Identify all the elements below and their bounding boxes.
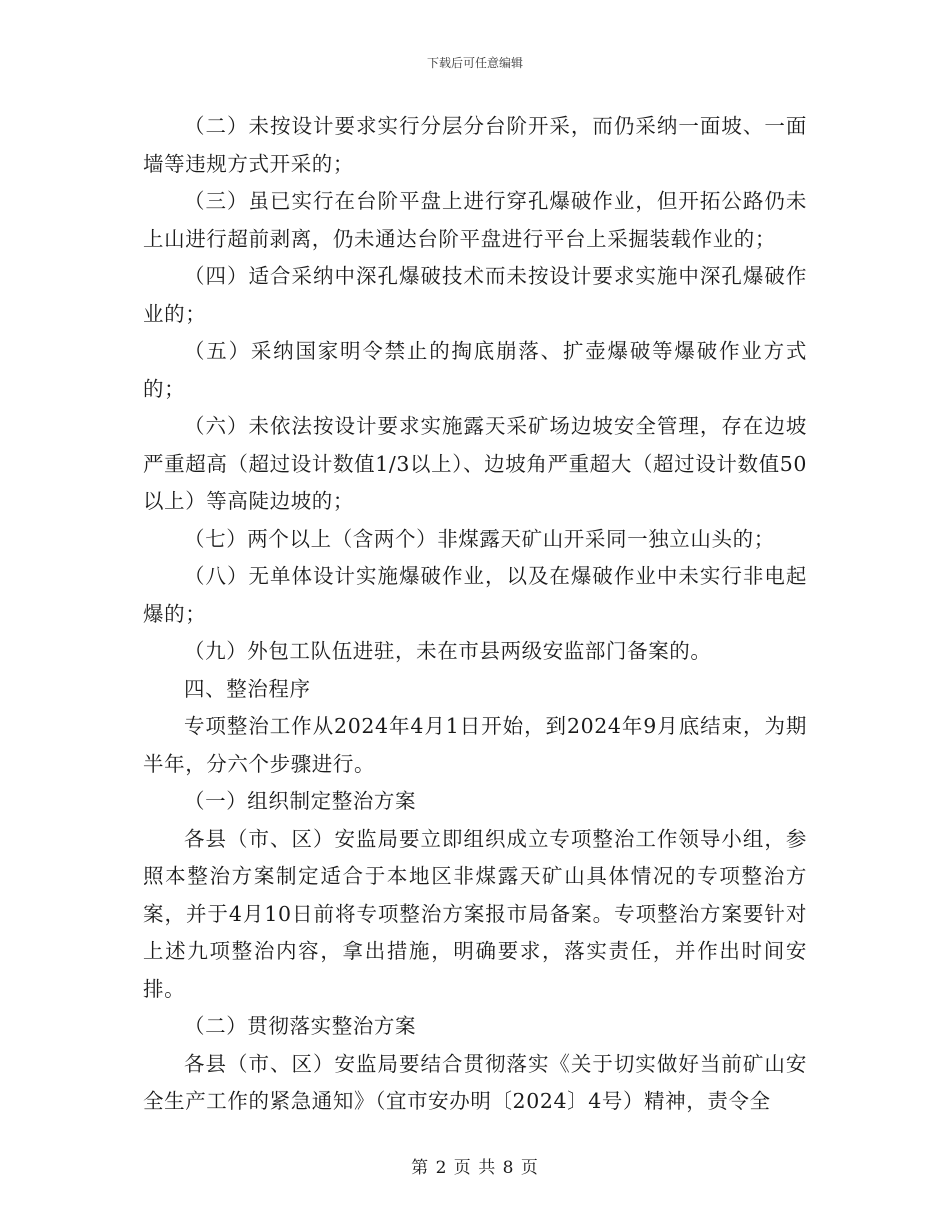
paragraph: （三）虽已实行在台阶平盘上进行穿孔爆破作业，但开拓公路仍未上山进行超前剥离，仍未通达台阶平盘进行平台上采掘装载作业的； (143, 189, 807, 251)
paragraph: 各县（市、区）安监局要结合贯彻落实《关于切实做好当前矿山安全生产工作的紧急通知》（宜市安办明〔2024〕4号）精神，责令全 (143, 1051, 807, 1113)
paragraph: 各县（市、区）安监局要立即组织成立专项整治工作领导小组，参照本整治方案制定适合于本地区非煤露天矿山具体情况的专项整治方案，并于4月10日前将专项整治方案报市局备案。专项整治方案要针对上述九项整治内容，拿出措施，明确要求，落实责任，并作出时间安排。 (143, 826, 807, 1001)
section-heading: 四、整治程序 (184, 676, 311, 701)
paragraph: 专项整治工作从2024年4月1日开始，到2024年9月底结束，为期半年，分六个步骤进行。 (143, 714, 807, 776)
paragraph: （九）外包工队伍进驻，未在市县两级安监部门备案的。 (184, 639, 712, 663)
subsection-heading: （一）组织制定整治方案 (184, 789, 417, 813)
document-body (143, 108, 807, 1121)
page-header: 下载后可任意编辑 (426, 56, 523, 70)
paragraph: （五）采纳国家明令禁止的掏底崩落、扩壶爆破等爆破作业方式的； (143, 339, 807, 401)
subsection-heading: （二）贯彻落实整治方案 (184, 1014, 417, 1038)
paragraph: （二）未按设计要求实行分层分台阶开采，而仍采纳一面坡、一面墙等违规方式开采的； (143, 114, 807, 176)
paragraph: （六）未依法按设计要求实施露天采矿场边坡安全管理，存在边坡严重超高（超过设计数值1/3以上）、边坡角严重超大（超过设计数值50以上）等高陡边坡的； (143, 414, 807, 513)
paragraph: （四）适合采纳中深孔爆破技术而未按设计要求实施中深孔爆破作业的； (143, 264, 807, 326)
paragraph: （七）两个以上（含两个）非煤露天矿山开采同一独立山头的； (184, 526, 775, 551)
page-number: 第 2 页 共 8 页 (411, 1158, 539, 1178)
paragraph: （八）无单体设计实施爆破作业，以及在爆破作业中未实行非电起爆的； (143, 564, 807, 626)
